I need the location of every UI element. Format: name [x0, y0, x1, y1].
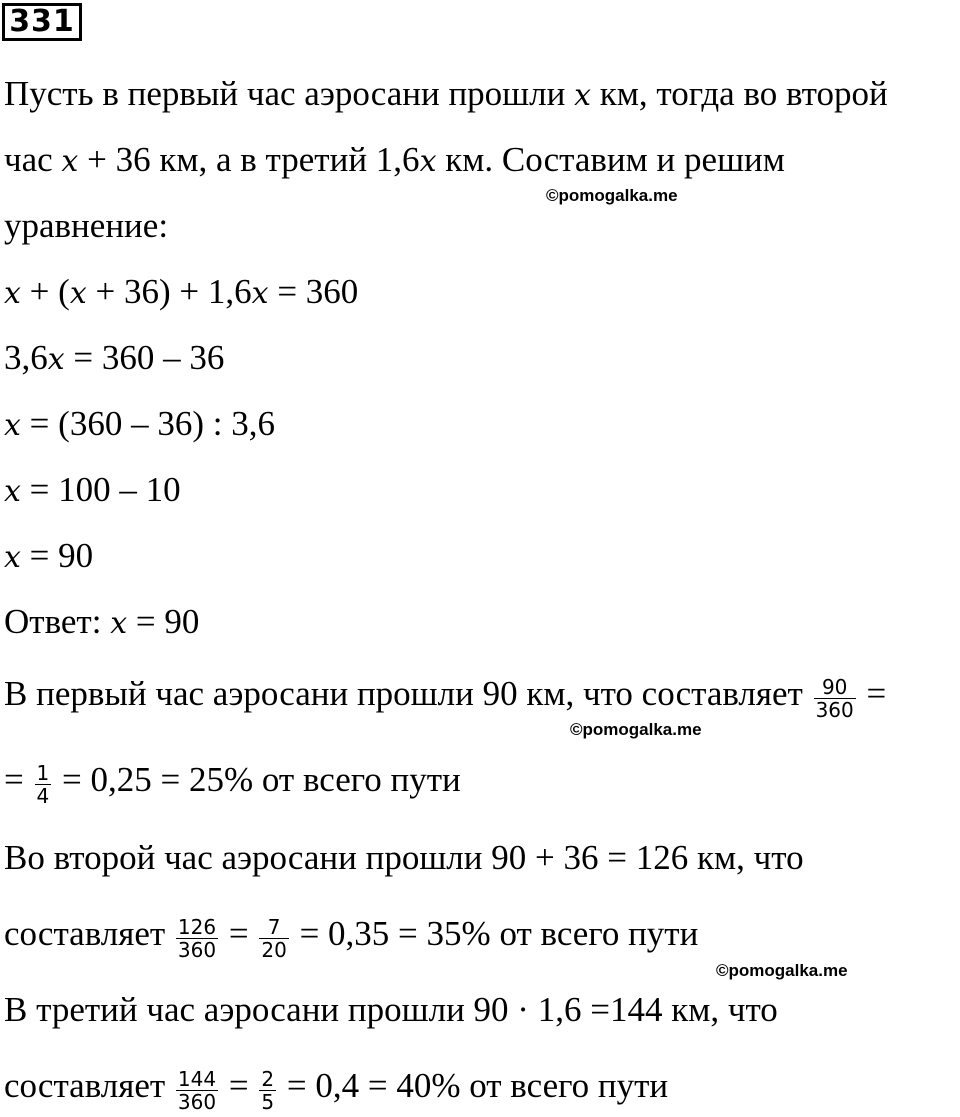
equation-5 — [4, 536, 93, 578]
text: составляет — [4, 1066, 174, 1105]
text: В первый час аэросани прошли 90 км, что составляет — [4, 674, 812, 713]
text: = 0,25 = 25% от всего пути — [53, 760, 461, 799]
text: = 100 – 10 — [20, 470, 181, 509]
first-hour-line-2 — [4, 760, 461, 809]
variable: x — [61, 144, 79, 179]
text: = — [220, 914, 258, 953]
text: + 36) + 1,6 — [86, 272, 252, 311]
text: = 360 – 36 — [64, 338, 225, 377]
text: составляет — [4, 914, 174, 953]
text: = 360 — [268, 272, 359, 311]
fraction-denominator: 360 — [177, 1090, 217, 1115]
fraction-denominator: 4 — [36, 784, 50, 809]
equation-4 — [4, 470, 181, 512]
fraction — [814, 676, 856, 721]
variable: x — [47, 342, 65, 377]
text: = — [220, 1066, 258, 1105]
fraction-numerator: 90 — [814, 676, 856, 699]
fraction — [35, 762, 52, 807]
variable: x — [4, 276, 21, 311]
problem-number: 331 — [2, 3, 82, 41]
fraction — [176, 1068, 218, 1113]
text: час — [4, 140, 62, 179]
text: км. Составим и решим — [436, 140, 785, 179]
text: км, тогда во второй — [591, 74, 888, 113]
text: = — [857, 674, 887, 713]
fraction-numerator: 7 — [259, 916, 288, 939]
watermark: ©pomogalka.me — [546, 186, 678, 205]
text: + ( — [20, 272, 70, 311]
fraction-numerator: 126 — [177, 915, 217, 940]
text: + 36 км, а в третий 1,6 — [78, 140, 420, 179]
second-hour-line-1: Во второй час аэросани прошли 90 + 36 = 126 км, что — [4, 838, 804, 877]
text: = 90 — [20, 536, 94, 575]
fraction-numerator: 1 — [36, 761, 50, 786]
equation-2 — [4, 338, 224, 380]
variable: x — [251, 276, 269, 311]
text: Ответ: — [4, 602, 111, 641]
text: Пусть в первый час аэросани прошли — [4, 74, 575, 113]
fraction-denominator: 5 — [261, 1090, 275, 1115]
watermark: ©pomogalka.me — [570, 720, 702, 739]
fraction — [176, 916, 218, 961]
third-hour-line-1: В третий час аэросани прошли 90 · 1,6 =144 км, что — [4, 990, 778, 1029]
text: = — [4, 760, 33, 799]
answer-line — [4, 602, 199, 644]
variable: x — [69, 276, 87, 311]
variable: x — [574, 78, 591, 113]
variable: x — [4, 474, 21, 509]
fraction-denominator: 360 — [177, 938, 217, 963]
equation-1 — [4, 272, 358, 314]
variable: x — [110, 606, 128, 641]
intro-line-1 — [4, 74, 888, 116]
text: = 90 — [127, 602, 200, 641]
variable: x — [4, 408, 21, 443]
second-hour-line-2 — [4, 914, 699, 963]
text: = 0,35 = 35% от всего пути — [290, 914, 699, 953]
intro-line-2 — [4, 140, 785, 182]
fraction-denominator: 20 — [261, 938, 287, 963]
intro-line-3: уравнение: — [4, 206, 169, 245]
variable: x — [419, 144, 437, 179]
text: 3,6 — [4, 338, 48, 377]
third-hour-line-2 — [4, 1066, 669, 1115]
fraction-numerator: 2 — [261, 1067, 275, 1092]
fraction-denominator: 360 — [815, 698, 854, 723]
variable: x — [4, 540, 21, 575]
fraction — [259, 916, 288, 961]
equation-3 — [4, 404, 275, 446]
text: = 0,4 = 40% от всего пути — [278, 1066, 669, 1105]
fraction — [259, 1068, 276, 1113]
watermark: ©pomogalka.me — [716, 961, 848, 980]
text: = (360 – 36) : 3,6 — [20, 404, 275, 443]
first-hour-line-1 — [4, 674, 887, 723]
fraction-numerator: 144 — [177, 1067, 217, 1092]
